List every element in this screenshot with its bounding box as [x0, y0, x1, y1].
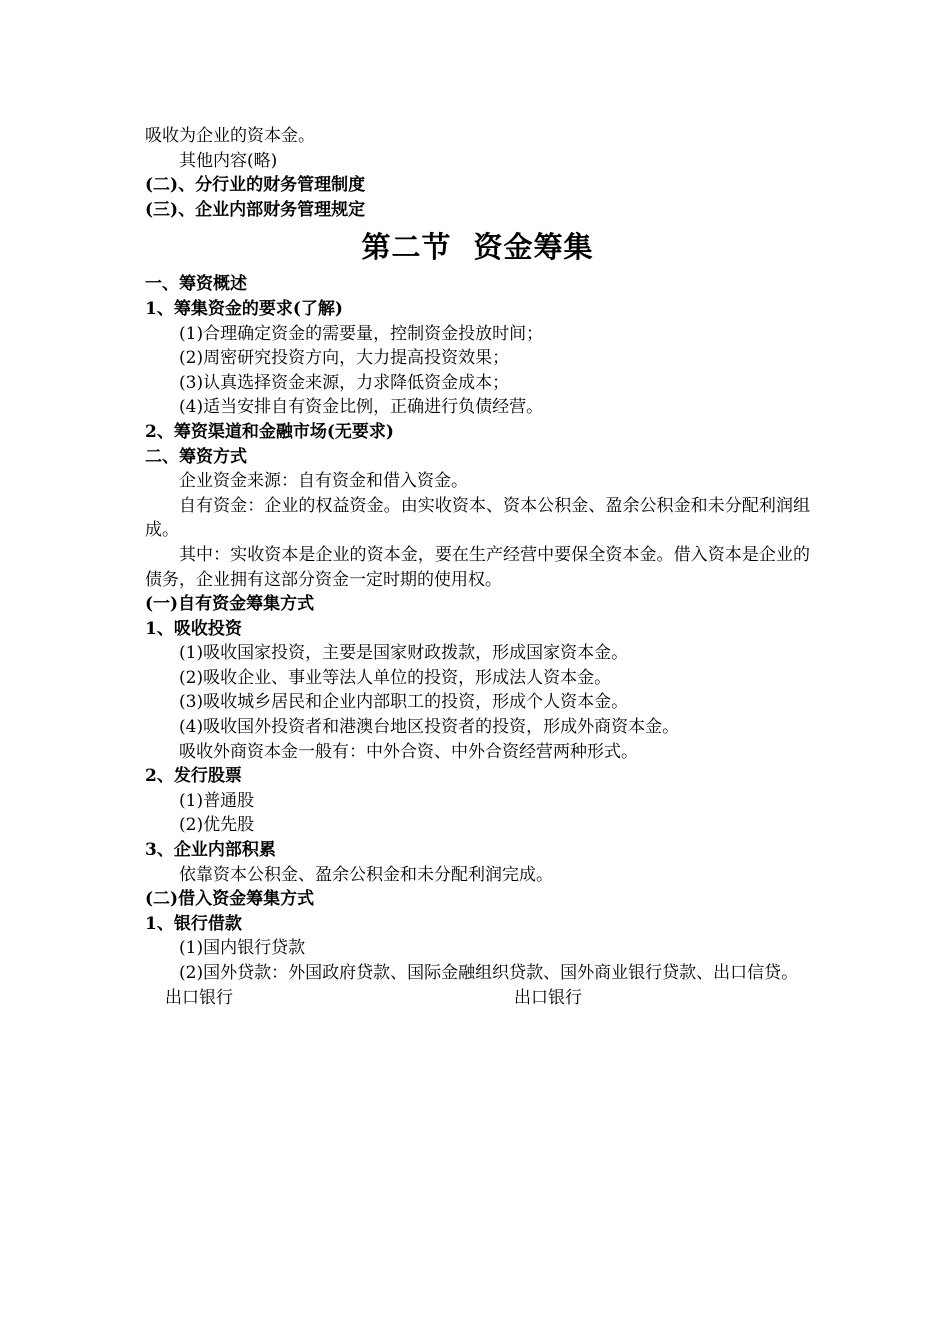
- list-item: (2)周密研究投资方向，大力提高投资效果；: [179, 348, 510, 369]
- subheading: (一)自有资金筹集方式: [145, 594, 315, 615]
- subheading: 3、企业内部积累: [145, 840, 276, 861]
- list-item: (1)吸收国家投资，主要是国家财政拨款，形成国家资本金。: [179, 643, 629, 664]
- paragraph: 依靠资本公积金、盈余公积金和未分配利润完成。: [179, 864, 553, 885]
- list-item: (2)国外贷款：外国政府贷款、国际金融组织贷款、国外商业银行贷款、出口信贷。: [179, 963, 799, 983]
- paragraph: 吸收外商资本金一般有：中外合资、中外合资经营两种形式。: [179, 741, 638, 762]
- list-item: (2)优先股: [179, 815, 255, 836]
- document-page: [145, 124, 810, 1011]
- subheading: 1、银行借款: [145, 913, 242, 934]
- section-name: 资金筹集: [473, 230, 594, 265]
- paragraph: 其中：实收资本是企业的资本金，要在生产经营中要保全资本金。借入资本是企业的债务，企业拥有这部分资金一定时期的使用权。: [145, 544, 810, 590]
- subheading: (三)、企业内部财务管理规定: [145, 199, 366, 220]
- subheading: (二)、分行业的财务管理制度: [145, 175, 366, 196]
- diagram-labels-row: [145, 986, 810, 1011]
- list-item: (2)吸收企业、事业等法人单位的投资，形成法人资本金。: [179, 667, 612, 688]
- subheading: 1、吸收投资: [145, 618, 242, 639]
- section-title: [145, 222, 810, 272]
- list-item: (4)吸收国外投资者和港澳台地区投资者的投资，形成外商资本金。: [179, 717, 680, 738]
- paragraph: 企业资金来源：自有资金和借入资金。: [179, 471, 468, 492]
- list-item: (1)国内银行贷款: [179, 938, 306, 959]
- subheading: 2、发行股票: [145, 766, 242, 787]
- text-line: 吸收为企业的资本金。: [145, 126, 315, 146]
- subheading: (二)借入资金筹集方式: [145, 889, 315, 910]
- list-item: (3)吸收城乡居民和企业内部职工的投资，形成个人资本金。: [179, 692, 629, 713]
- subheading: 1、筹集资金的要求(了解): [145, 298, 343, 319]
- heading: 二、筹资方式: [145, 446, 247, 467]
- label-right: 出口银行: [514, 987, 582, 1008]
- text-line: 其他内容(略): [179, 150, 278, 171]
- section-number: 第二节: [361, 230, 452, 265]
- heading: 一、筹资概述: [145, 274, 247, 295]
- label-left: 出口银行: [165, 987, 233, 1008]
- paragraph: 自有资金：企业的权益资金。由实收资本、资本公积金、盈余公积金和未分配利润组成。: [145, 495, 810, 541]
- list-item: (4)适当安排自有资金比例，正确进行负债经营。: [179, 397, 544, 418]
- list-item: (1)合理确定资金的需要量，控制资金投放时间；: [179, 323, 544, 344]
- list-item: (1)普通股: [179, 790, 255, 811]
- list-item: (3)认真选择资金来源，力求降低资金成本；: [179, 372, 510, 393]
- subheading: 2、筹资渠道和金融市场(无要求): [145, 421, 394, 442]
